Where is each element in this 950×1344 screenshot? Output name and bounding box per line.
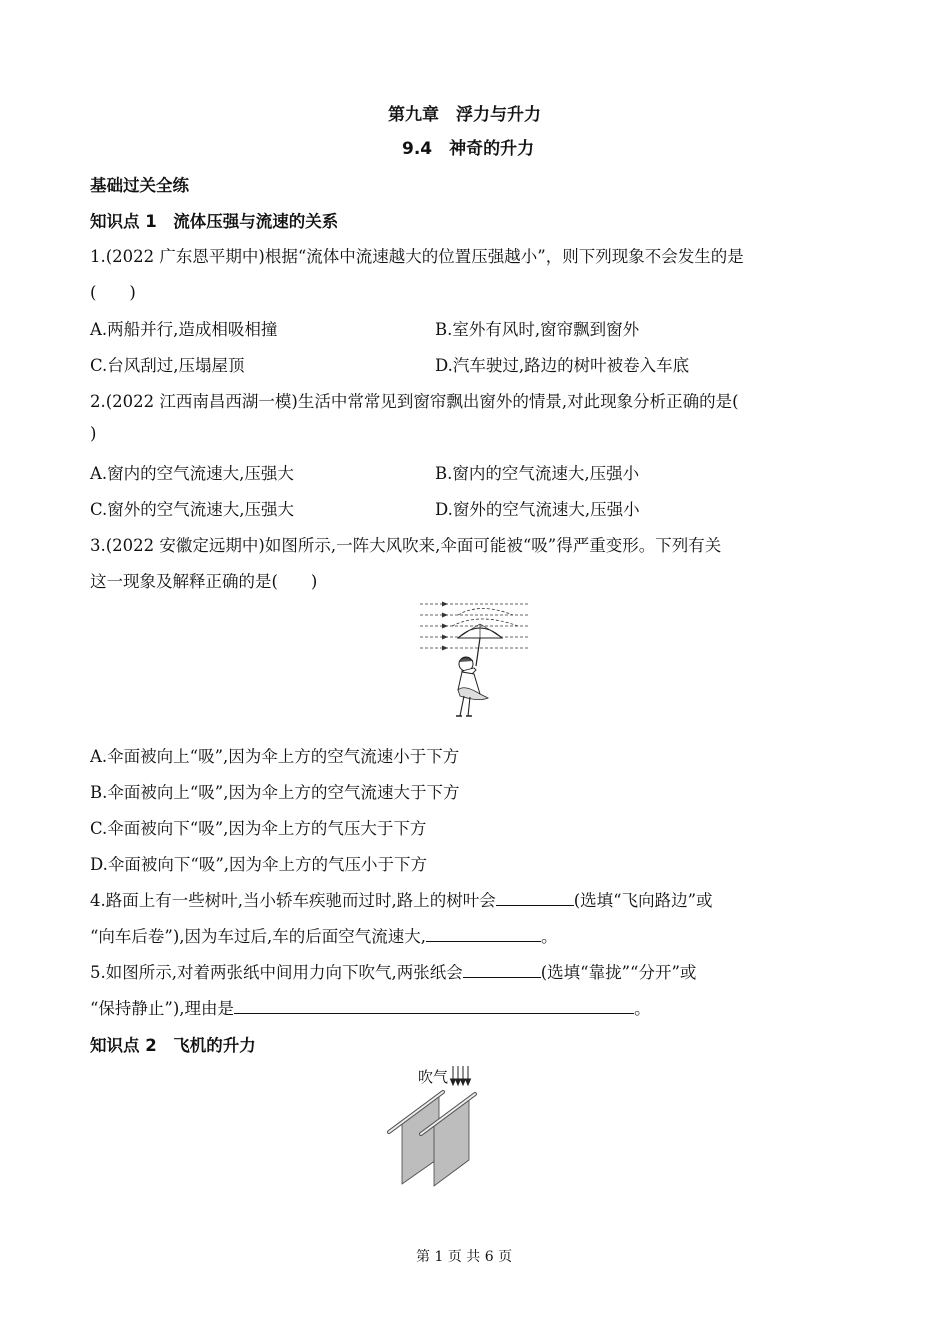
q1-paren: ( ) bbox=[90, 283, 136, 302]
footer-total-pages: 6 bbox=[484, 1249, 494, 1265]
q5-line-1 bbox=[90, 959, 696, 983]
q2-option-d: D.窗外的空气流速大,压强小 bbox=[435, 500, 640, 519]
q4-blank-1[interactable] bbox=[496, 887, 574, 906]
footer-page-number: 1 bbox=[434, 1249, 444, 1265]
q4-text-3: “向车后卷”),因为车过后,车的后面空气流速大, bbox=[90, 927, 427, 946]
q3-option-d: D.伞面被向下“吸”,因为伞上方的气压小于下方 bbox=[90, 855, 428, 874]
footer-suffix: 页 bbox=[498, 1249, 513, 1265]
part-title: 基础过关全练 bbox=[90, 176, 189, 195]
q5-blank-1[interactable] bbox=[463, 959, 541, 978]
umbrella-wind-figure bbox=[418, 598, 533, 723]
knowledge-point-1: 知识点 1 流体压强与流速的关系 bbox=[90, 212, 339, 231]
q4-text-1: 4.路面上有一些树叶,当小轿车疾驰而过时,路上的树叶会 bbox=[90, 891, 496, 910]
q2-option-c: C.窗外的空气流速大,压强大 bbox=[90, 500, 295, 519]
chapter-title: 第九章 浮力与升力 bbox=[388, 105, 541, 125]
q3-stem: 3.(2022 安徽定远期中)如图所示,一阵大风吹来,伞面可能被“吸”得严重变形。下列有关 bbox=[90, 536, 722, 555]
q2-stem: 2.(2022 江西南昌西湖一模)生活中常常见到窗帘飘出窗外的情景,对此现象分析正确的是( bbox=[90, 392, 739, 411]
q5-text-2: (选填“靠拢”“分开”或 bbox=[540, 963, 697, 982]
footer-mid: 页 共 bbox=[447, 1249, 481, 1265]
paper-blowing-figure bbox=[385, 1062, 495, 1192]
q5-line-2 bbox=[90, 995, 651, 1019]
q5-text-3: “保持静止”),理由是 bbox=[90, 999, 235, 1018]
q5-text-4: 。 bbox=[634, 999, 651, 1018]
q2-option-b: B.窗内的空气流速大,压强小 bbox=[435, 464, 640, 483]
q4-text-2: (选填“飞向路边”或 bbox=[573, 891, 713, 910]
q4-blank-2[interactable] bbox=[426, 923, 541, 942]
page-footer bbox=[416, 1246, 512, 1266]
q1-option-a: A.两船并行,造成相吸相撞 bbox=[90, 320, 278, 339]
q3-option-a: A.伞面被向上“吸”,因为伞上方的空气流速小于下方 bbox=[90, 747, 460, 766]
q3-option-b: B.伞面被向上“吸”,因为伞上方的空气流速大于下方 bbox=[90, 783, 460, 802]
q1-option-d: D.汽车驶过,路边的树叶被卷入车底 bbox=[435, 356, 690, 375]
q3-stem-2: 这一现象及解释正确的是( ) bbox=[90, 572, 318, 591]
section-title: 9.4 神奇的升力 bbox=[402, 139, 535, 159]
q5-text-1: 5.如图所示,对着两张纸中间用力向下吹气,两张纸会 bbox=[90, 963, 463, 982]
q2-option-a: A.窗内的空气流速大,压强大 bbox=[90, 464, 294, 483]
q4-line-1 bbox=[90, 887, 713, 911]
knowledge-point-2: 知识点 2 飞机的升力 bbox=[90, 1036, 256, 1055]
q4-line-2 bbox=[90, 923, 558, 947]
blow-label: 吹气 bbox=[418, 1068, 449, 1086]
footer-prefix: 第 bbox=[416, 1249, 430, 1265]
q1-option-b: B.室外有风时,窗帘飘到窗外 bbox=[435, 320, 640, 339]
q4-text-4: 。 bbox=[541, 927, 558, 946]
q5-blank-2[interactable] bbox=[234, 995, 634, 1014]
q2-paren: ) bbox=[90, 424, 97, 443]
q1-option-c: C.台风刮过,压塌屋顶 bbox=[90, 356, 245, 375]
q3-option-c: C.伞面被向下“吸”,因为伞上方的气压大于下方 bbox=[90, 819, 427, 838]
q1-stem: 1.(2022 广东恩平期中)根据“流体中流速越大的位置压强越小”，则下列现象不会发生的是 bbox=[90, 247, 744, 266]
